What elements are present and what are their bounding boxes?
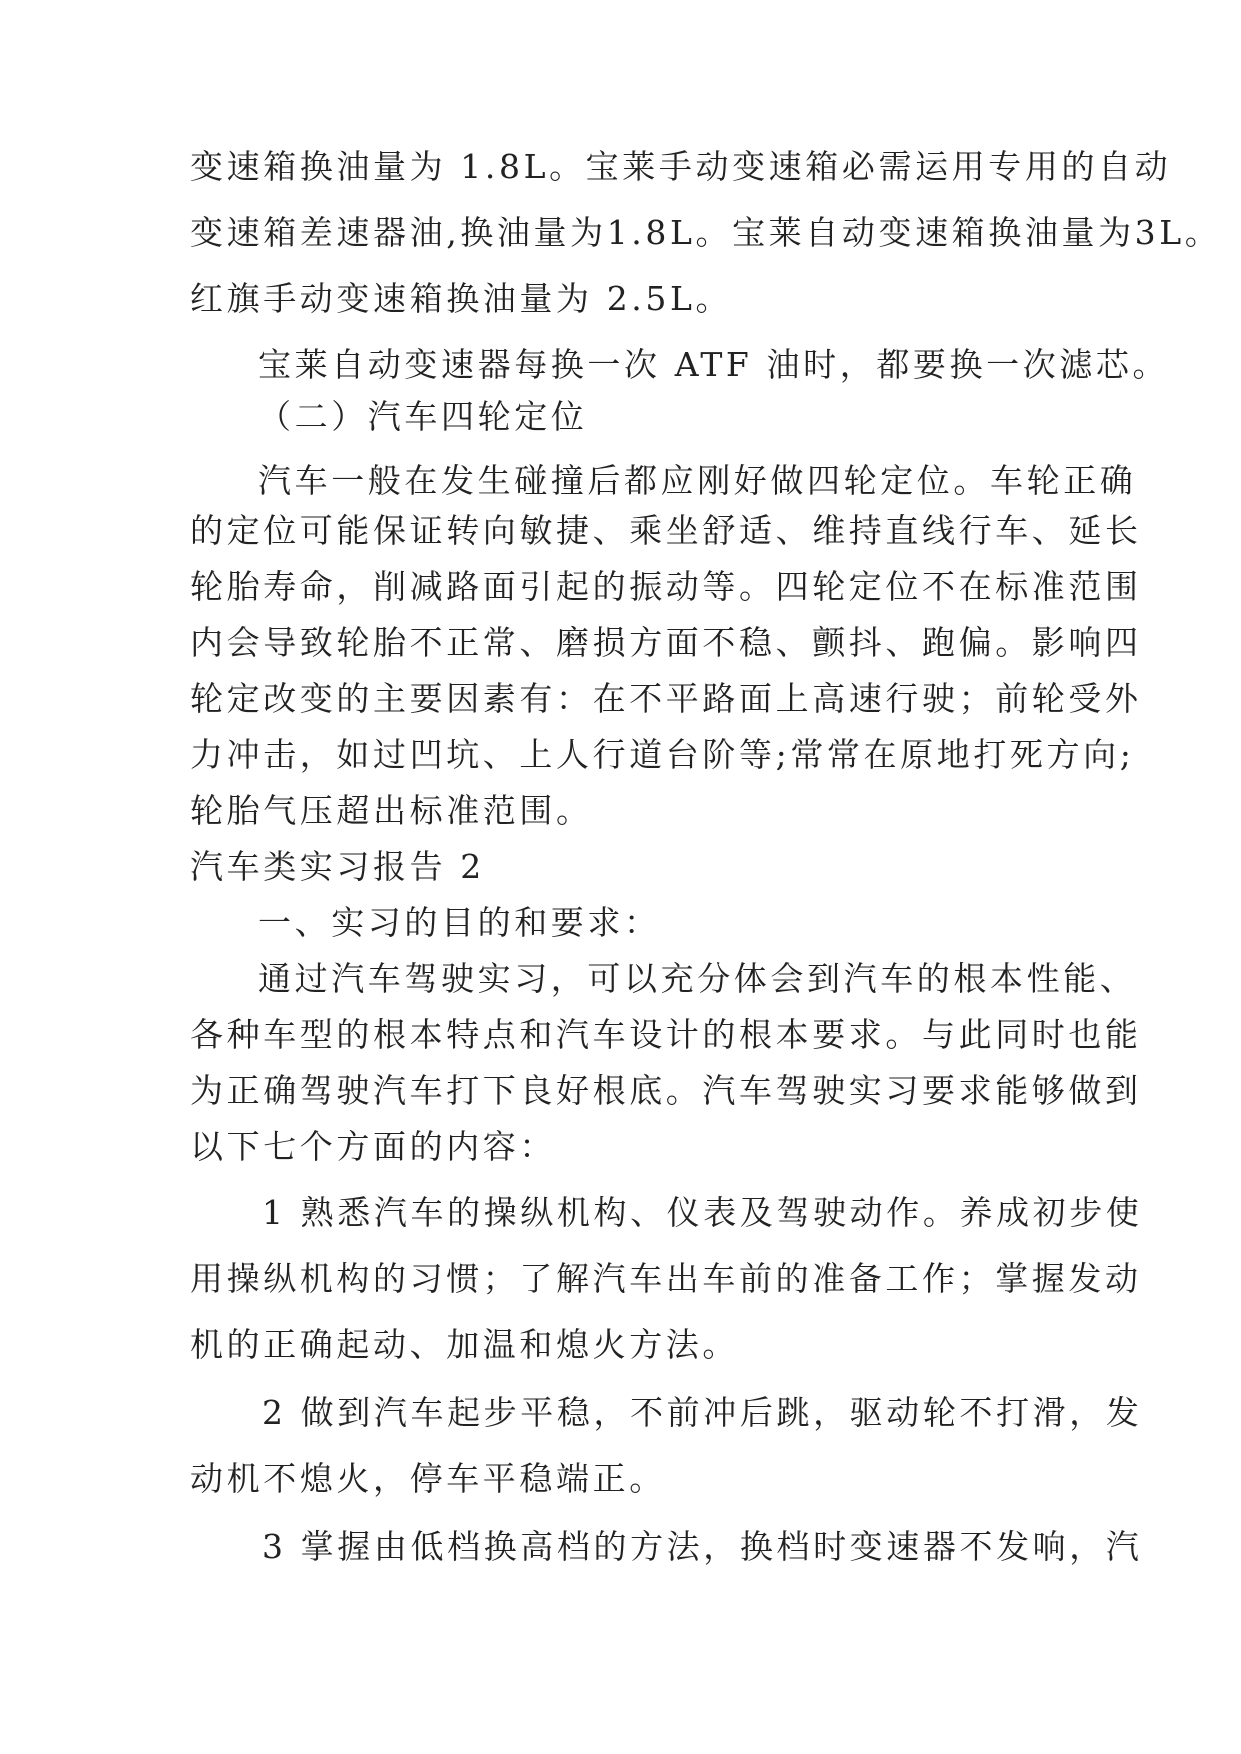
text-line: 通过汽车驾驶实习，可以充分体会到汽车的根本性能、 [258, 959, 1137, 998]
text-line: 变速箱差速器油,换油量为1.8L。宝莱自动变速箱换油量为3L。 [190, 213, 1222, 252]
text-line: 2 做到汽车起步平稳，不前冲后跳，驱动轮不打滑，发 [262, 1393, 1143, 1432]
text-line: 机的正确起动、加温和熄火方法。 [190, 1325, 739, 1364]
text-line: 的定位可能保证转向敏捷、乘坐舒适、维持直线行车、延长 [190, 511, 1142, 550]
text-line: 轮胎气压超出标准范围。 [190, 791, 593, 830]
text-line: 汽车一般在发生碰撞后都应刚好做四轮定位。车轮正确 [258, 461, 1137, 500]
section-heading: （二）汽车四轮定位 [258, 397, 588, 436]
text-line: 1 熟悉汽车的操纵机构、仪表及驾驶动作。养成初步使 [262, 1193, 1143, 1232]
text-line: 变速箱换油量为 1.8L。宝莱手动变速箱必需运用专用的自动 [190, 147, 1172, 186]
text-line: 内会导致轮胎不正常、磨损方面不稳、颤抖、跑偏。影响四 [190, 623, 1142, 662]
text-line: 各种车型的根本特点和汽车设计的根本要求。与此同时也能 [190, 1015, 1142, 1054]
section-heading: 一、实习的目的和要求： [258, 903, 661, 942]
text-line: 轮定改变的主要因素有：在不平路面上高速行驶；前轮受外 [190, 679, 1142, 718]
report-title: 汽车类实习报告 2 [190, 847, 485, 886]
text-line: 动机不熄火，停车平稳端正。 [190, 1459, 666, 1498]
text-line: 宝莱自动变速器每换一次 ATF 油时，都要换一次滤芯。 [258, 345, 1170, 384]
text-line: 以下七个方面的内容： [190, 1127, 556, 1166]
text-line: 红旗手动变速箱换油量为 2.5L。 [190, 279, 733, 318]
text-line: 为正确驾驶汽车打下良好根底。汽车驾驶实习要求能够做到 [190, 1071, 1142, 1110]
text-line: 3 掌握由低档换高档的方法，换档时变速器不发响，汽 [262, 1527, 1143, 1566]
text-line: 力冲击，如过凹坑、上人行道台阶等;常常在原地打死方向; [190, 735, 1135, 774]
text-line: 轮胎寿命，削减路面引起的振动等。四轮定位不在标准范围 [190, 567, 1142, 606]
text-line: 用操纵机构的习惯；了解汽车出车前的准备工作；掌握发动 [190, 1259, 1142, 1298]
